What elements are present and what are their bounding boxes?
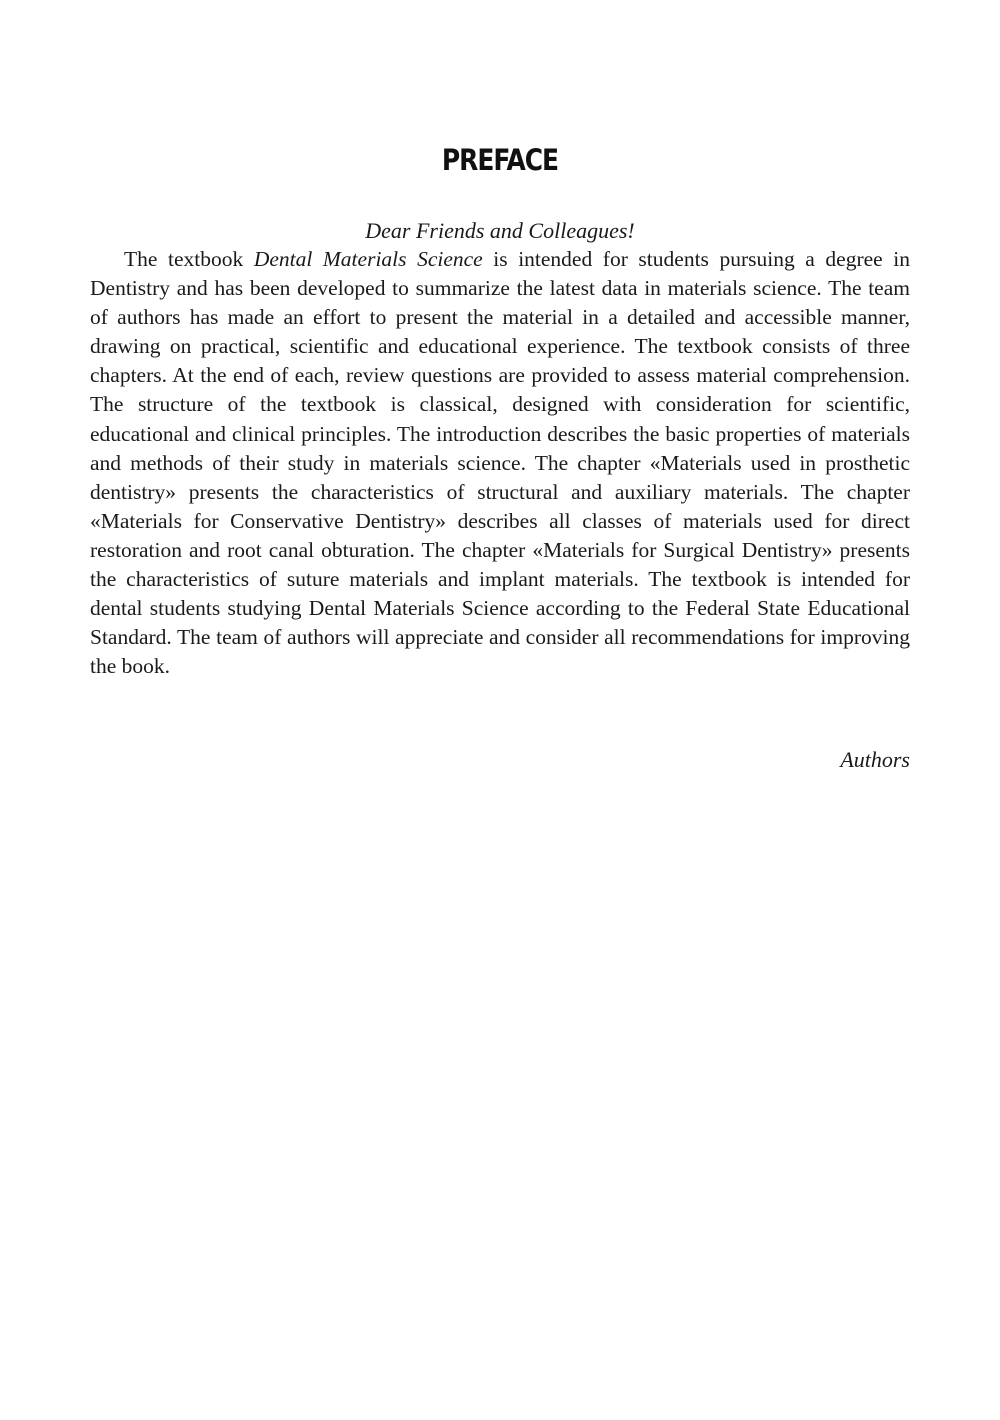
greeting-line: Dear Friends and Colleagues! bbox=[365, 218, 635, 243]
paragraph-body: is intended for students pursuing a degree in Dentistry and has been developed to summarize the latest data in materials science. The team of authors has made an effort to present the material in a detailed and accessible manner, drawing on practical, scientific and educational experience. The textbook consists of three chapters. At the end of each, review questions are provided to assess material comprehension. The structure of the textbook is classical, designed with consideration for scientific, educational and clinical principles. The introduction describes the basic properties of materials and methods of their study in materials science. The chapter «Materials used in prosthetic dentistry» presents the characteristics of structural and auxiliary materials. The chapter «Materials for Conservative Dentistry» describes all classes of materials used for direct restoration and root canal obturation. The chapter «Materials for Surgical Dentistry» presents the characteristics of suture materials and implant materials. The textbook is intended for dental students studying Dental Materials Science according to the Federal State Educational Standard. The team of authors will appreciate and consider all recommendations for improving the book. bbox=[90, 247, 910, 679]
paragraph-lead: The textbook bbox=[124, 247, 254, 271]
document-page bbox=[90, 0, 910, 1420]
signature: Authors bbox=[840, 747, 910, 772]
preface-paragraph bbox=[90, 245, 910, 681]
page-title: PREFACE bbox=[441, 143, 559, 177]
book-title: Dental Materials Science bbox=[253, 247, 483, 271]
